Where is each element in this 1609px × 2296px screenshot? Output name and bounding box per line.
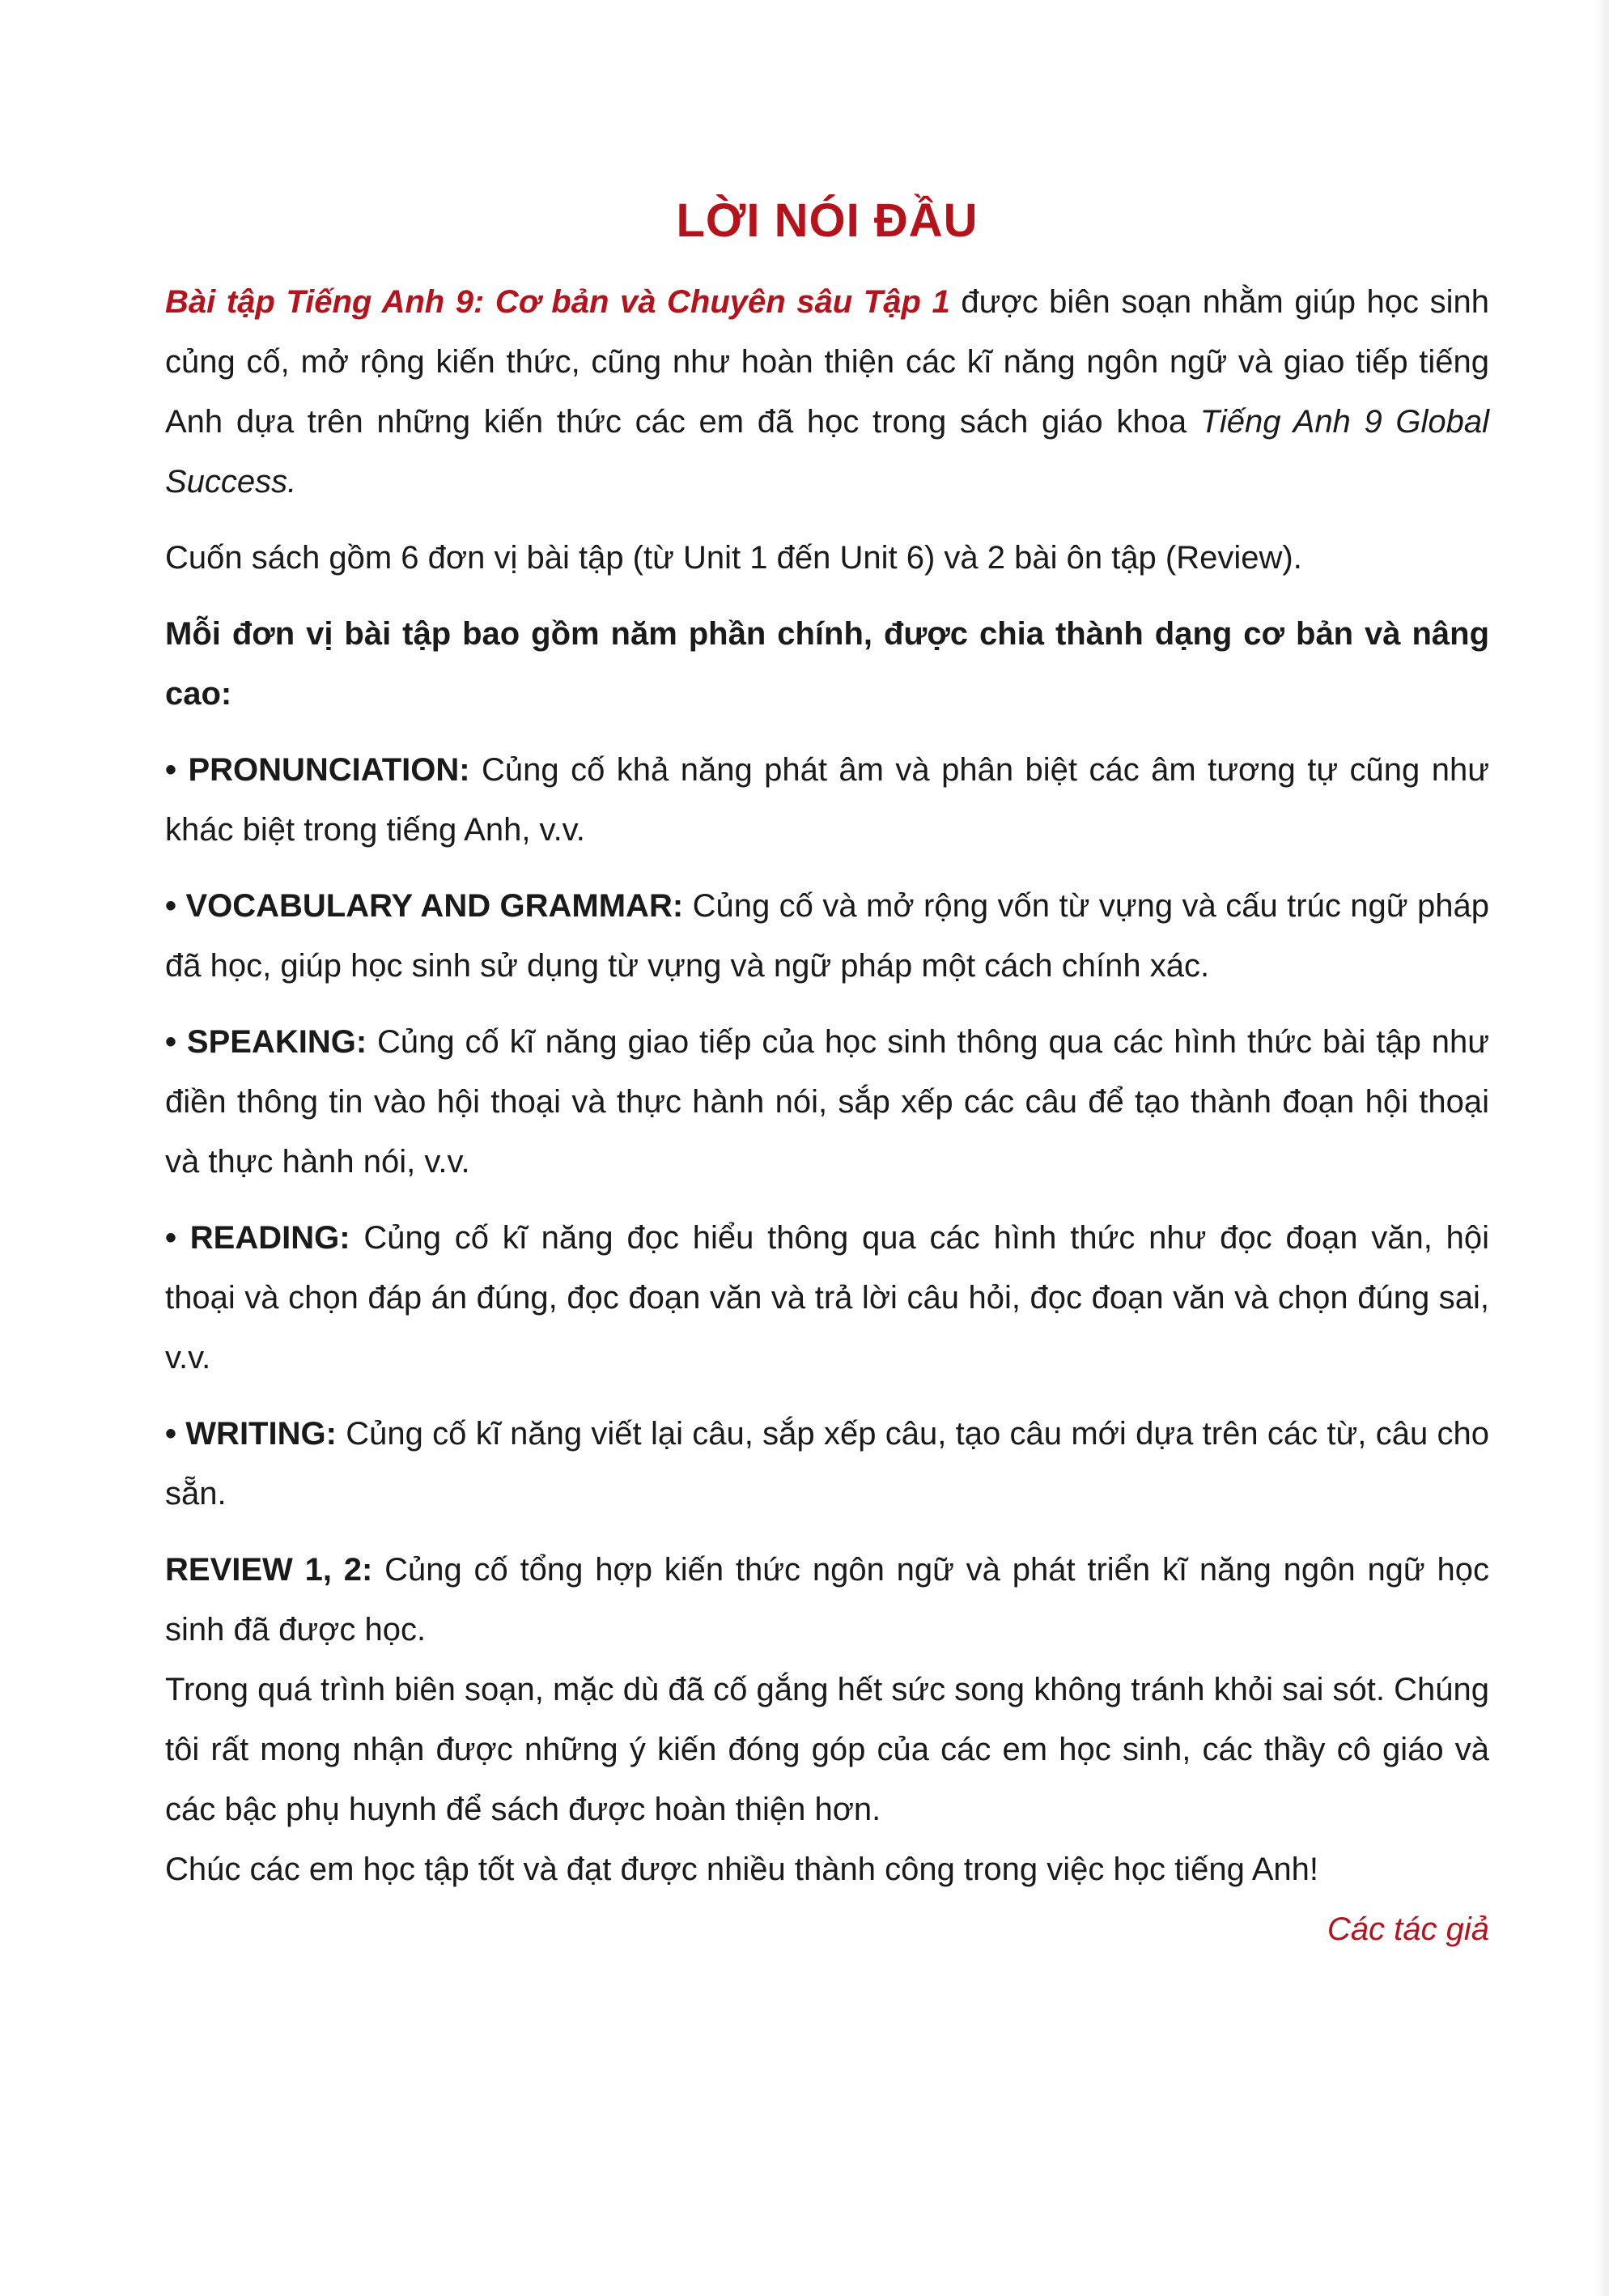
section-text: Củng cố khả năng phát âm và phân biệt các âm tương tự cũng như khác biệt trong tiếng Anh, v.v. — [165, 752, 1489, 848]
closing-paragraph: Trong quá trình biên soạn, mặc dù đã cố gắng hết sức song không tránh khỏi sai sót. Chúng tôi rất mong nhận được những ý kiến đóng góp của các em học sinh, các thầy cô giáo và các bậc phụ huynh để sách được hoàn thiện hơn. — [165, 1672, 1489, 1827]
parts-heading: Mỗi đơn vị bài tập bao gồm năm phần chính, được chia thành dạng cơ bản và nâng cao: — [165, 616, 1489, 712]
review-text: Củng cố tổng hợp kiến thức ngôn ngữ và phát triển kĩ năng ngôn ngữ học sinh đã được học. — [165, 1552, 1489, 1648]
section-text: Củng cố và mở rộng vốn từ vựng và cấu trúc ngữ pháp đã học, giúp học sinh sử dụng từ vựng và ngữ pháp một cách chính xác. — [165, 888, 1489, 984]
review-label: REVIEW 1, 2: — [165, 1552, 373, 1588]
section-label: • PRONUNCIATION: — [165, 752, 470, 788]
structure-paragraph: Cuốn sách gồm 6 đơn vị bài tập (từ Unit 1 đến Unit 6) và 2 bài ôn tập (Review). — [165, 540, 1302, 576]
signature: Các tác giả — [1327, 1911, 1489, 1947]
textbook-title: Tiếng Anh 9 Global Success. — [165, 404, 1490, 500]
section-speaking — [165, 1012, 1489, 1192]
section-text: Củng cố kĩ năng viết lại câu, sắp xếp câu, tạo câu mới dựa trên các từ, câu cho sẵn. — [165, 1416, 1490, 1512]
book-title: Bài tập Tiếng Anh 9: Cơ bản và Chuyên sâu Tập 1 — [165, 284, 950, 320]
section-label: • READING: — [165, 1220, 350, 1256]
section-writing — [165, 1404, 1489, 1524]
section-label: • SPEAKING: — [165, 1024, 367, 1060]
page-title: LỜI NÓI ĐẦU — [676, 194, 979, 247]
intro-text: được biên soạn nhằm giúp học sinh củng cố, mở rộng kiến thức, cũng như hoàn thiện các kĩ năng ngôn ngữ và giao tiếp tiếng Anh dựa trên những kiến thức các em đã học trong sách giáo khoa — [165, 284, 1490, 440]
page-edge — [1594, 0, 1609, 2296]
preface-content — [165, 185, 1489, 1959]
intro-paragraph — [165, 272, 1489, 512]
section-label: • WRITING: — [165, 1416, 337, 1452]
section-text: Củng cố kĩ năng giao tiếp của học sinh thông qua các hình thức bài tập như điền thông tin vào hội thoại và thực hành nói, sắp xếp các câu để tạo thành đoạn hội thoại và thực hành nói, v.v. — [165, 1024, 1489, 1180]
review-paragraph — [165, 1540, 1489, 1660]
section-label: • VOCABULARY AND GRAMMAR: — [165, 888, 684, 924]
section-text: Củng cố kĩ năng đọc hiểu thông qua các hình thức như đọc đoạn văn, hội thoại và chọn đáp án đúng, đọc đoạn văn và trả lời câu hỏi, đọc đoạn văn và chọn đúng sai, v.v. — [165, 1220, 1489, 1375]
section-vocabulary-grammar — [165, 876, 1489, 996]
section-pronunciation — [165, 740, 1489, 860]
closing-wish: Chúc các em học tập tốt và đạt được nhiều thành công trong việc học tiếng Anh! — [165, 1852, 1318, 1887]
section-reading — [165, 1208, 1489, 1388]
